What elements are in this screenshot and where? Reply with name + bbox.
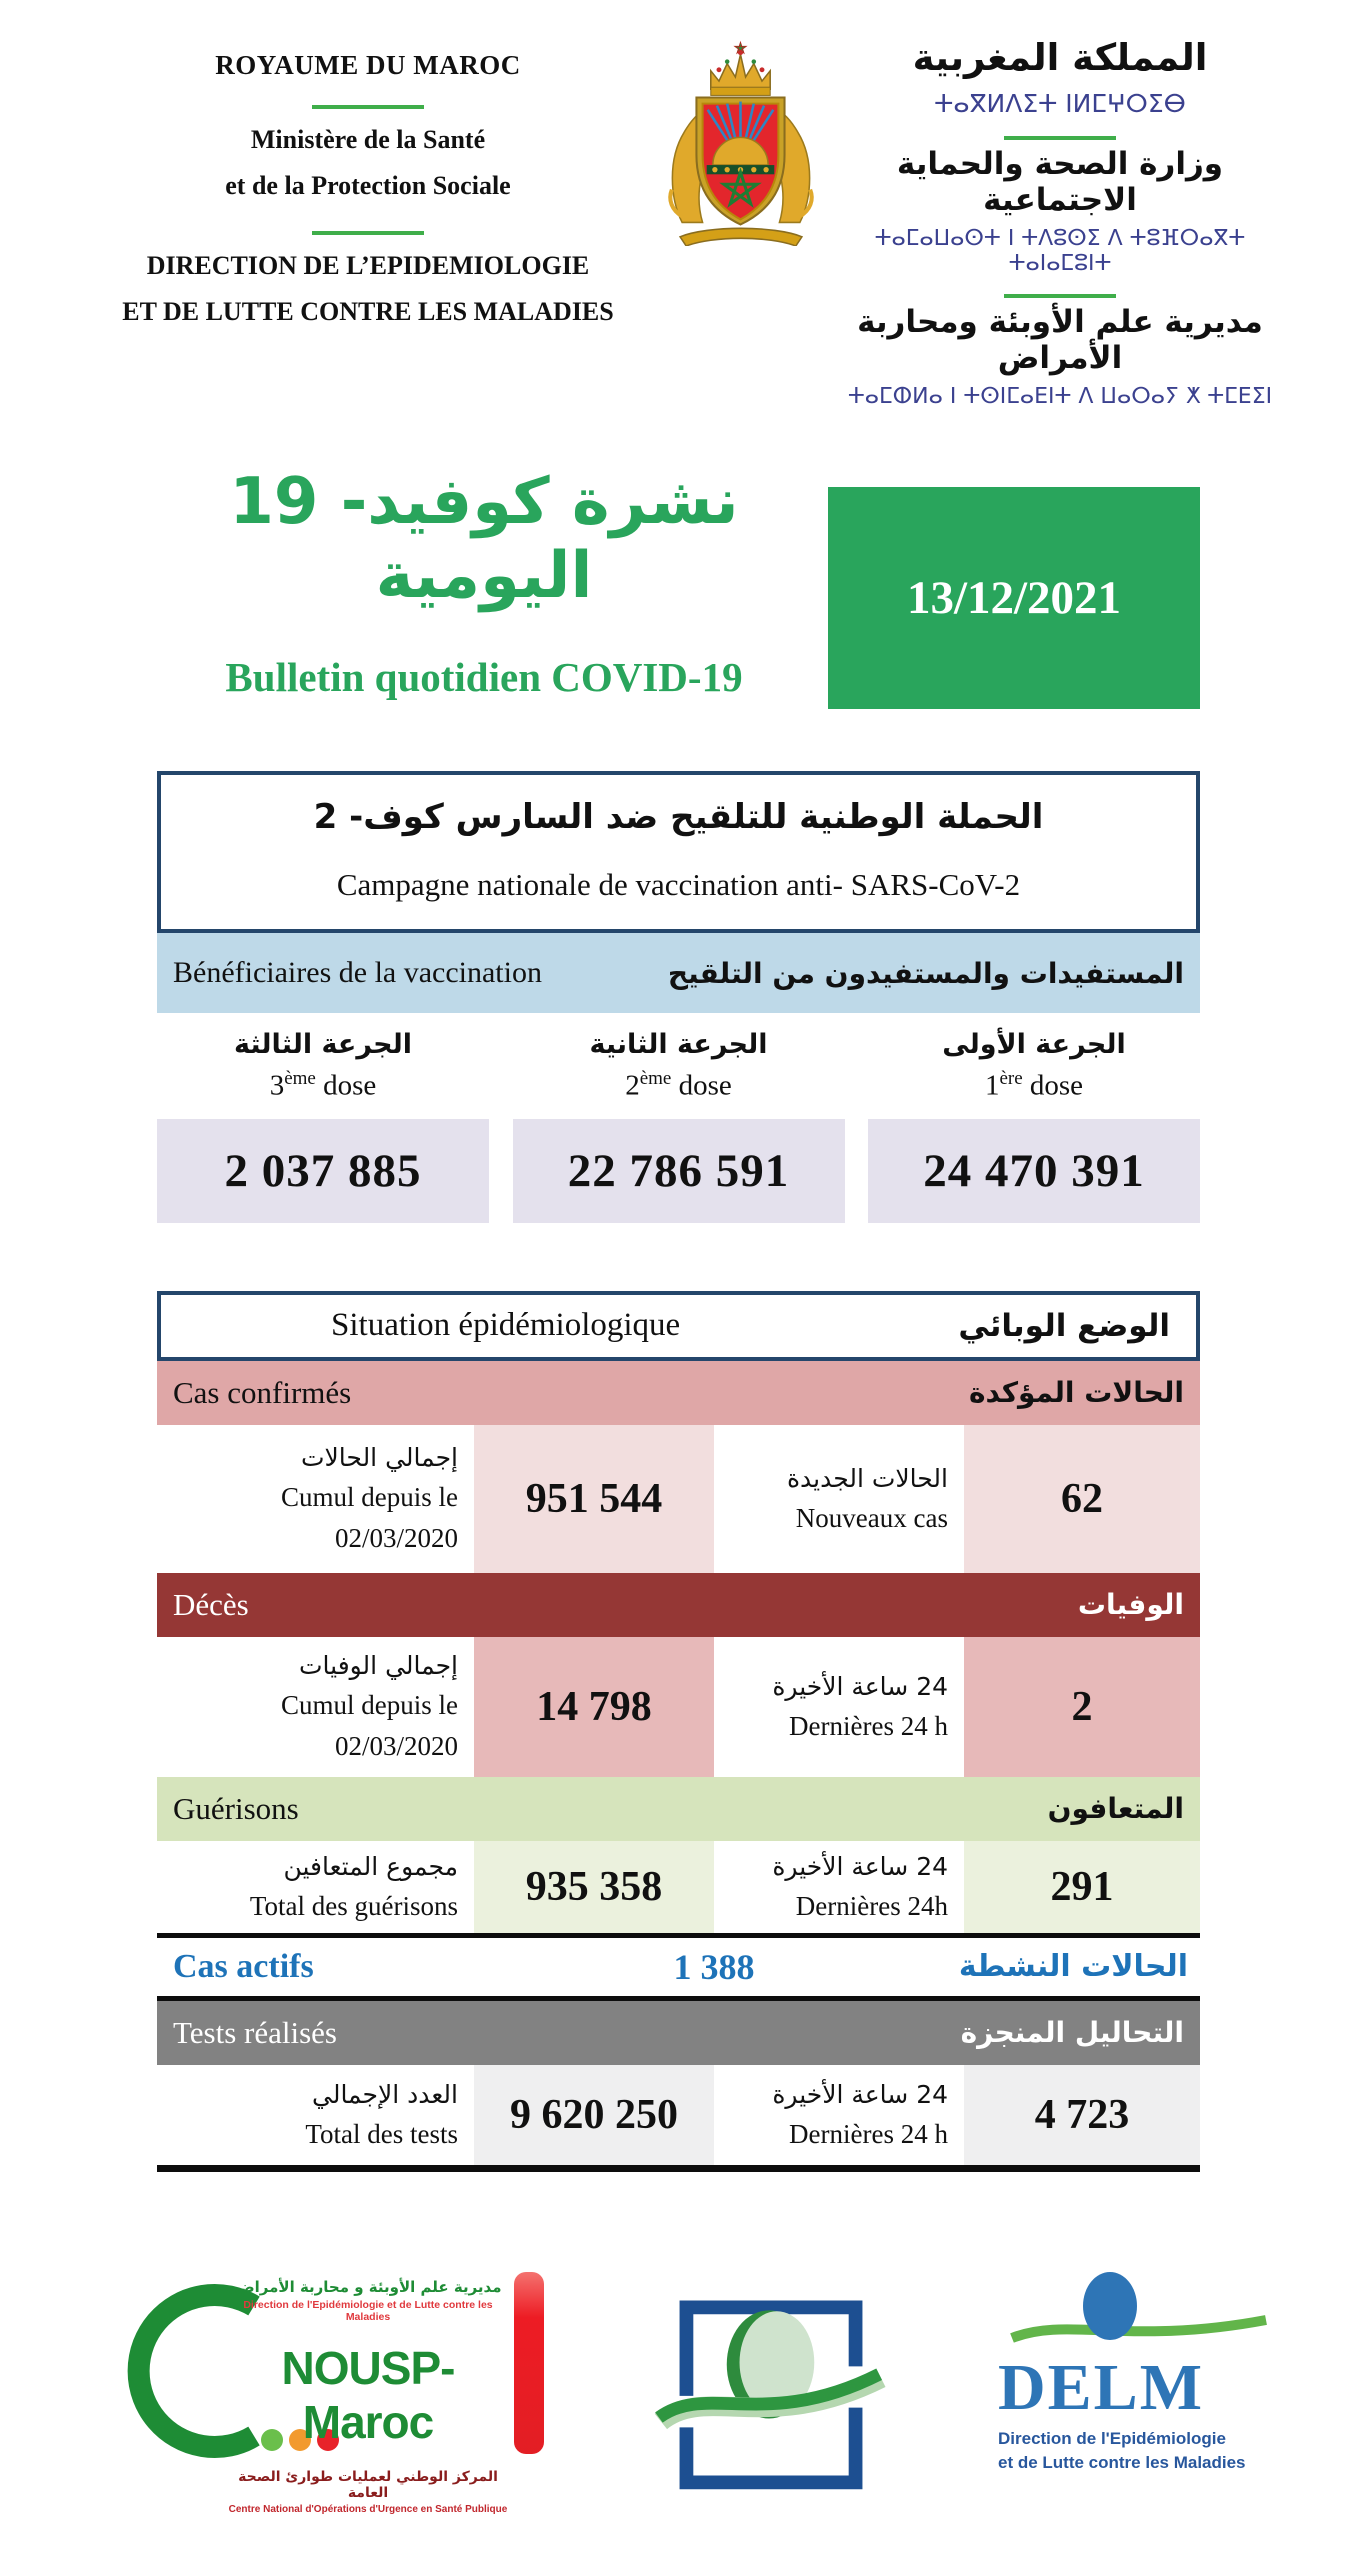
recovered-24h-label: 24 ساعة الأخيرة Dernières 24h xyxy=(772,1851,948,1921)
delm-mark-icon xyxy=(998,2268,1278,2364)
header xyxy=(0,0,1356,409)
green-divider xyxy=(1004,294,1116,298)
recovered-24h-value: 291 xyxy=(964,1841,1200,1933)
green-divider xyxy=(312,231,424,235)
nousp-name: NOUSP-Maroc xyxy=(281,2341,455,2448)
tests-total-label: العدد الإجمالي Total des tests xyxy=(305,2079,458,2149)
green-divider xyxy=(312,105,424,109)
dose1-label-ar: الجرعة الأولى xyxy=(942,1029,1126,1060)
nousp-logo xyxy=(104,2268,544,2515)
deaths-total-value: 14 798 xyxy=(474,1637,714,1777)
direction-name-ar: مديرية علم الأوبئة ومحاربة الأمراض xyxy=(857,304,1263,376)
dose-column-1 xyxy=(868,1029,1200,1223)
recovered-band-ar: المتعافون xyxy=(1047,1792,1184,1826)
deaths-band-ar: الوفيات xyxy=(1077,1588,1184,1622)
tests-total-value: 9 620 250 xyxy=(474,2065,714,2165)
coat-of-arms xyxy=(648,36,834,251)
dose3-value: 2 037 885 xyxy=(157,1119,489,1223)
direction-name-tifinagh: ⵜⴰⵎⵀⵍⴰ ⵏ ⵜⵙⵏⵎⴰⴹⵏⵜ ⴷ ⵡⴰⵔⴰⵢ ⵅ ⵜⵎⴹⵉⵏ xyxy=(847,384,1273,409)
tests-band-ar: التحاليل المنجزة xyxy=(960,2016,1184,2050)
dose3-label-fr: 3ème dose xyxy=(269,1068,377,1102)
green-divider xyxy=(1004,136,1116,140)
nousp-red-bar-icon xyxy=(514,2272,544,2454)
dose1-value: 24 470 391 xyxy=(868,1119,1200,1223)
deaths-24h-value: 2 xyxy=(964,1637,1200,1777)
beneficiaries-label-fr: Bénéficiaires de la vaccination xyxy=(173,956,542,989)
dose-column-3 xyxy=(157,1029,489,1223)
ministry-name-ar: وزارة الصحة والحماية الاجتماعية xyxy=(896,146,1224,218)
bulletin-title-block xyxy=(140,461,828,709)
deaths-24h-label: 24 ساعة الأخيرة Dernières 24 h xyxy=(772,1671,948,1741)
kingdom-name-fr: ROYAUME DU MAROC xyxy=(215,50,521,80)
header-left-block xyxy=(88,36,648,327)
vaccination-title-ar: الحملة الوطنية للتلقيح ضد السارس كوف- 2 xyxy=(313,797,1044,837)
dose3-label-ar: الجرعة الثالثة xyxy=(234,1029,412,1060)
situation-header-box xyxy=(157,1291,1200,1361)
bottom-rule xyxy=(157,2165,1200,2172)
bulletin-date-box xyxy=(828,487,1200,709)
dose2-value: 22 786 591 xyxy=(513,1119,845,1223)
vaccination-title-fr: Campagne nationale de vaccination anti- SARS-CoV-2 xyxy=(336,867,1021,902)
beneficiaries-label-ar: المستفيدات والمستفيدون من التلقيح xyxy=(667,956,1184,990)
kingdom-name-ar: المملكة المغربية xyxy=(912,36,1208,79)
bulletin-title-ar: نشرة كوفيد- 19 اليومية xyxy=(229,465,739,613)
vaccination-campaign-box xyxy=(157,771,1200,933)
situation-title-fr: Situation épidémiologique xyxy=(331,1307,681,1344)
confirmed-band xyxy=(157,1361,1200,1425)
tests-24h-label: 24 ساعة الأخيرة Dernières 24 h xyxy=(772,2079,948,2149)
dose-columns xyxy=(157,1029,1200,1223)
bulletin-date: 13/12/2021 xyxy=(906,572,1122,624)
delm-subtitle: Direction de l'Epidémiologie et de Lutte contre les Maladies xyxy=(998,2428,1246,2473)
confirmed-total-label: إجمالي الحالات Cumul depuis le 02/03/2020 xyxy=(281,1443,458,1554)
dose1-label-fr: 1ère dose xyxy=(984,1068,1084,1102)
dose2-label-ar: الجرعة الثانية xyxy=(589,1029,768,1060)
active-cases-label-ar: الحالات النشطة xyxy=(958,1949,1188,1985)
confirmed-total-value: 951 544 xyxy=(474,1425,714,1573)
delm-logo xyxy=(998,2268,1278,2476)
health-ministry-logo xyxy=(653,2268,889,2513)
direction-name-fr-line2: ET DE LUTTE CONTRE LES MALADIES xyxy=(122,297,614,326)
direction-name-fr-line1: DIRECTION DE L’EPIDEMIOLOGIE xyxy=(146,251,590,280)
recovered-band-fr: Guérisons xyxy=(173,1790,299,1826)
ministry-name-tifinagh: ⵜⴰⵎⴰⵡⴰⵙⵜ ⵏ ⵜⴷⵓⵙⵉ ⴷ ⵜⵓⴼⵔⴰⴳⵜ ⵜⴰⵏⴰⵎⵓⵏⵜ xyxy=(874,226,1246,276)
confirmed-new-value: 62 xyxy=(964,1425,1200,1573)
tests-band xyxy=(157,2001,1200,2065)
kingdom-name-tifinagh: ⵜⴰⴳⵍⴷⵉⵜ ⵏⵍⵎⵖⵔⵉⴱ xyxy=(934,89,1186,118)
dose2-label-fr: 2ème dose xyxy=(625,1068,732,1102)
beneficiaries-band xyxy=(157,933,1200,1013)
recovered-total-label: مجموع المتعافين Total des guérisons xyxy=(249,1851,458,1921)
nousp-direction-fr: Direction de l'Epidémiologie et de Lutte contre les Maladies xyxy=(243,2298,493,2323)
vaccination-section xyxy=(157,771,1200,1223)
active-cases-row xyxy=(157,1938,1200,1996)
active-cases-label-fr: Cas actifs xyxy=(173,1947,314,1985)
epidemiological-situation-section xyxy=(157,1291,1200,2172)
bulletin-title-fr: Bulletin quotidien COVID-19 xyxy=(225,654,743,700)
tests-band-fr: Tests réalisés xyxy=(173,2014,337,2050)
recovered-total-value: 935 358 xyxy=(474,1841,714,1933)
ministry-name-fr-line1: Ministère de la Santé xyxy=(250,125,486,154)
confirmed-band-ar: الحالات المؤكدة xyxy=(969,1376,1184,1410)
nousp-center-ar: المركز الوطني لعمليات طوارئ الصحة العامة xyxy=(238,2468,498,2501)
title-section xyxy=(0,461,1356,709)
deaths-total-label: إجمالي الوفيات Cumul depuis le 02/03/2020 xyxy=(281,1651,458,1762)
confirmed-band-fr: Cas confirmés xyxy=(173,1374,352,1410)
deaths-row xyxy=(157,1637,1200,1777)
nousp-direction-ar: مديرية علم الأوبئة و محاربة الأمراض xyxy=(234,2277,502,2296)
confirmed-new-label: الحالات الجديدة Nouveaux cas xyxy=(786,1463,948,1533)
situation-title-ar: الوضع الوبائي xyxy=(958,1307,1170,1344)
header-right-block xyxy=(834,36,1286,409)
nousp-center-fr: Centre National d'Opérations d'Urgence en Santé Publique xyxy=(228,2503,508,2515)
footer-logos xyxy=(0,2268,1356,2513)
delm-name: DELM xyxy=(998,2350,1204,2424)
tests-24h-value: 4 723 xyxy=(964,2065,1200,2165)
confirmed-row xyxy=(157,1425,1200,1573)
deaths-band xyxy=(157,1573,1200,1637)
recovered-row xyxy=(157,1841,1200,1933)
recovered-band xyxy=(157,1777,1200,1841)
active-cases-value: 1 388 xyxy=(673,1946,755,1987)
tests-row xyxy=(157,2065,1200,2165)
nousp-text-block xyxy=(222,2278,514,2515)
deaths-band-fr: Décès xyxy=(173,1586,249,1622)
ministry-name-fr-line2: et de la Protection Sociale xyxy=(225,171,511,200)
dose-column-2 xyxy=(513,1029,845,1223)
